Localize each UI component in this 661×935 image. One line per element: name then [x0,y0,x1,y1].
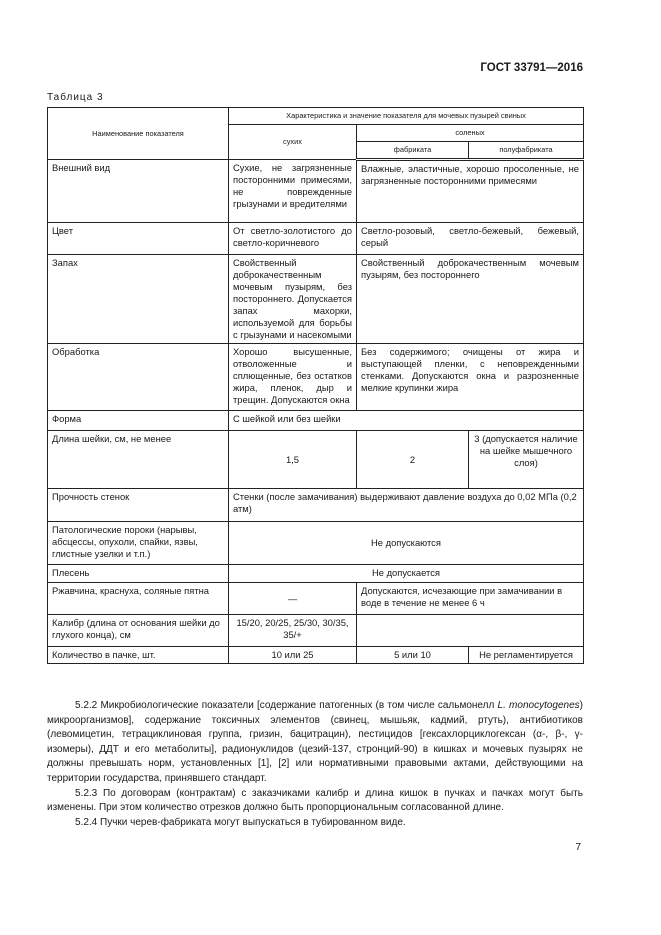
col-header-salted: соленых [357,125,584,142]
table-row [48,160,584,223]
cell-salted-empty [357,615,584,647]
cell-factory: 5 или 10 [357,647,469,664]
cell-salted: Допускаются, исчезающие при замачивании в воде в течение не менее 6 ч [357,583,584,615]
table-row [48,565,584,583]
cell-dry: 15/20, 20/25, 25/30, 30/35, 35/+ [229,615,357,647]
table-row [48,583,584,615]
cell-salted: Без содержимого; очищены от жира и выступающей пленки, с неповрежденными стенками. Допускаются окна и разрозненные мелкие крупинки жира [357,344,584,411]
row-name: Патологические пороки (нарывы, абсцессы, опухоли, спайки, язвы, глистные узелки и т.п.) [48,522,229,565]
cell-dry: От светло-золотистого до светло-коричневого [229,223,357,255]
col-header-semi: полуфабриката [469,142,584,160]
page-number: 7 [575,842,581,853]
cell-salted: Свойственный доброкачественным мочевым пузырям, без постороннего [357,255,584,344]
row-name: Цвет [48,223,229,255]
row-name: Длина шейки, см, не менее [48,431,229,489]
standard-number: ГОСТ 33791—2016 [480,62,583,74]
col-header-group: Характеристика и значение показателя для мочевых пузырей свиных [229,108,584,125]
col-header-dry: сухих [229,125,357,160]
cell-dry: Свойственный доброкачественным мочевым пузырям, без постороннего. Допускается запах махорки, используемой для борьбы с грызунами и насекомыми [229,255,357,344]
table-row [48,255,584,344]
cell-salted: Светло-розовый, светло-бежевый, бежевый, серый [357,223,584,255]
cell-semi: 3 (допускается наличие на шейке мышечного слоя) [469,431,584,489]
row-name: Калибр (длина от основания шейки до глухого конца), см [48,615,229,647]
table-row [48,489,584,522]
cell-semi: Не регламентируется [469,647,584,664]
cell-dry: Сухие, не загрязненные посторонними примесями, не поврежденные грызунами и вредителями [229,160,357,223]
cell-dry: 1,5 [229,431,357,489]
table-row [48,344,584,411]
row-name: Внешний вид [48,160,229,223]
cell-salted: Влажные, эластичные, хорошо просоленные, не загрязненные посторонними примесями [357,160,584,223]
table-row [48,522,584,565]
cell-all: Не допускаются [229,522,584,565]
cell-dry: Хорошо высушенные, отволоженные и сплющенные, без остатков жира, пленок, дыр и трещин. Допускаются окна [229,344,357,411]
table-row [48,411,584,431]
table-caption: Таблица 3 [47,92,104,103]
paragraph-5-2-3: 5.2.3 По договорам (контрактам) с заказчиками калибр и длина кишок в пучках и пачках могут быть изменены. При этом количество отрезков должно быть пропорциональным согласованной длине. [47,787,583,814]
row-name: Запах [48,255,229,344]
cell-all: С шейкой или без шейки [229,411,584,431]
row-name: Обработка [48,344,229,411]
row-name: Количество в пачке, шт. [48,647,229,664]
specification-table [47,107,584,664]
cell-dry: 10 или 25 [229,647,357,664]
row-name: Ржавчина, краснуха, соляные пятна [48,583,229,615]
cell-factory: 2 [357,431,469,489]
row-name: Прочность стенок [48,489,229,522]
cell-all: Стенки (после замачивания) выдерживают давление воздуха до 0,02 МПа (0,2 атм) [229,489,584,522]
cell-all: Не допускается [229,565,584,583]
table-row [48,647,584,664]
table-row [48,615,584,647]
row-name: Плесень [48,565,229,583]
col-header-factory: фабриката [357,142,469,160]
paragraph-5-2-2: 5.2.2 Микробиологические показатели [содержание патогенных (в том числе сальмонелл L. monocytogenes) микроорганизмов], содержание токсичных элементов (свинец, мышьяк, кадмий, ртуть), антибиотиков (левомицетин, тетрациклиновая группа, гризин, бацитрацин), пестицидов [гексахлорциклогексан (α-, β-, γ- изомеры), ДДТ и его метаболиты], радионуклидов (цезий-137, стронций-90) в кишках и мочевых пузырях не должны превышать норм, установленных [1], [2] или нормативными правовыми актами, действующими на территории государства, принявшего стандарт. [47,700,583,784]
row-name: Форма [48,411,229,431]
cell-dry: — [229,583,357,615]
paragraph-5-2-4: 5.2.4 Пучки черев-фабриката могут выпускаться в тубированном виде. [75,816,406,828]
table-row [48,431,584,489]
body-text [47,699,583,830]
table-row [48,223,584,255]
col-header-indicator: Наименование показателя [48,108,229,160]
